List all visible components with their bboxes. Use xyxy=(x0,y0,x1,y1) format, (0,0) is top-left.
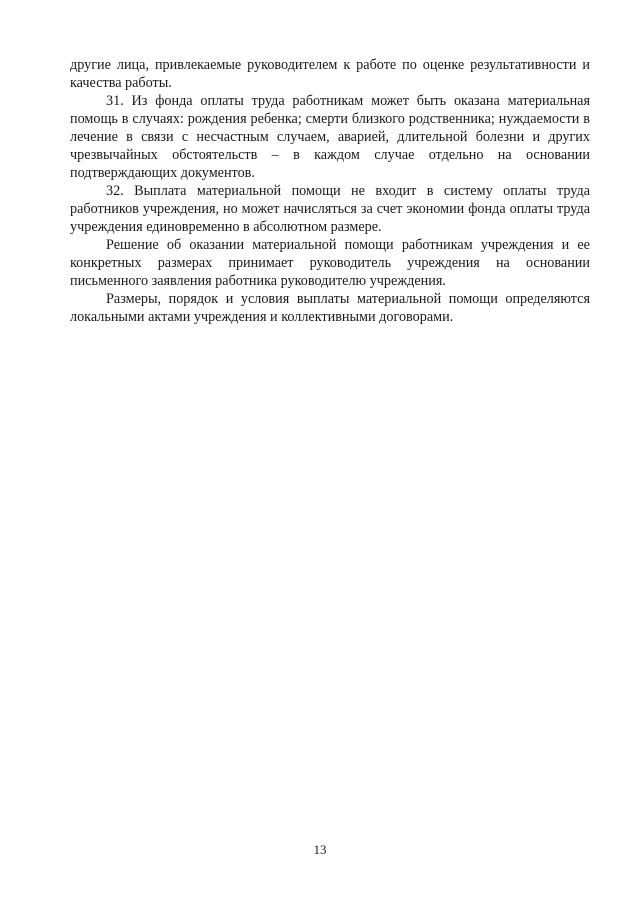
paragraph-item-32: 32. Выплата материальной помощи не входит в систему оплаты труда работников учреждения, но может начисляться за счет экономии фонда оплаты труда учреждения единовременно в абсолютном размере. xyxy=(70,183,590,235)
paragraph-conditions: Размеры, порядок и условия выплаты материальной помощи определяются локальными актами учреждения и коллективными договорами. xyxy=(70,291,590,325)
page-number: 13 xyxy=(313,842,327,857)
paragraph-continuation: другие лица, привлекаемые руководителем к работе по оценке результативности и качества работы. xyxy=(70,57,590,91)
document-body xyxy=(70,56,590,326)
paragraph-item-31: 31. Из фонда оплаты труда работникам может быть оказана материальная помощь в случаях: рождения ребенка; смерти близкого родственника; нуждаемости в лечение в связи с несчастным случаем, аварией, длительной болезни и других чрезвычайных обстоятельств – в каждом случае отдельно на основании подтверждающих документов. xyxy=(70,93,590,181)
paragraph-decision: Решение об оказании материальной помощи работникам учреждения и ее конкретных размерах принимает руководитель учреждения на основании письменного заявления работника руководителю учреждения. xyxy=(70,237,590,289)
